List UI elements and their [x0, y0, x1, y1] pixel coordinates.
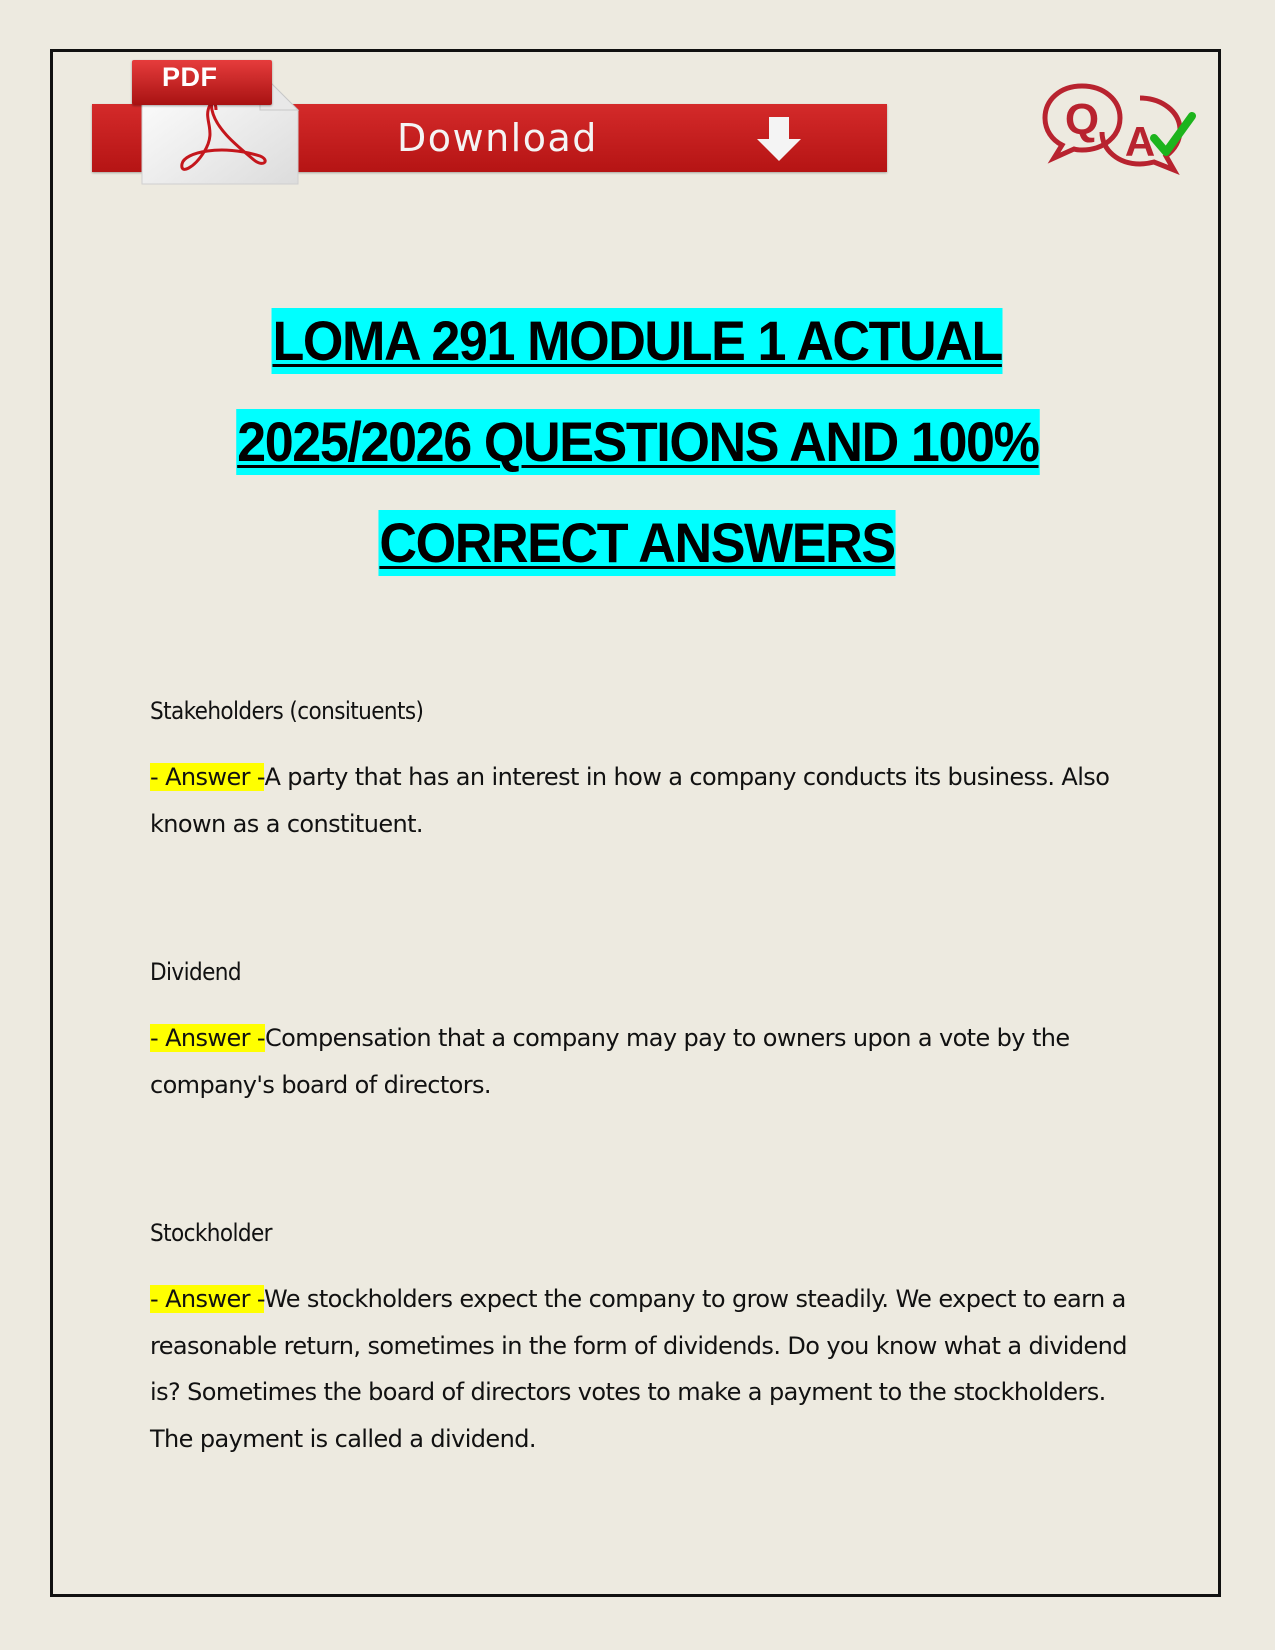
checkmark-icon [1154, 116, 1192, 152]
qa-item [150, 1210, 1140, 1462]
document-title [60, 308, 1215, 611]
a-letter: A [1124, 118, 1156, 165]
qa-item [150, 949, 1140, 1108]
answer-prefix-highlight: - Answer - [150, 1285, 265, 1313]
title-line-2: 2025/2026 QUESTIONS AND 100% [236, 410, 1039, 473]
q-letter: Q [1064, 95, 1100, 144]
qa-logo [1040, 78, 1210, 178]
pdf-tag [132, 60, 272, 105]
answer-body: A party that has an interest in how a company conducts its business. Also known as a constituent. [150, 763, 1110, 838]
qa-item [150, 688, 1140, 847]
answer-prefix-highlight: - Answer - [150, 763, 265, 791]
download-arrow-icon [754, 115, 804, 163]
pdf-file-icon [132, 60, 308, 185]
answer-body: We stockholders expect the company to grow steadily. We expect to earn a reasonable return, sometimes in the form of dividends. Do you know what a dividend is? Sometimes the board of directors votes to make a payment to the stockholders. The payment is called a dividend. [150, 1285, 1127, 1453]
qa-list [150, 688, 1140, 1462]
answer-text [150, 754, 1140, 847]
title-line-1: LOMA 291 MODULE 1 ACTUAL [272, 309, 1003, 372]
question-text: Dividend [150, 958, 242, 986]
answer-prefix-highlight: - Answer - [150, 1024, 265, 1052]
pdf-tag-label: PDF [162, 62, 218, 92]
answer-text [150, 1015, 1140, 1108]
pdf-download-banner[interactable] [92, 60, 887, 185]
question-text: Stakeholders (consituents) [150, 697, 424, 725]
answer-body: Compensation that a company may pay to owners upon a vote by the company's board of directors. [150, 1024, 1070, 1099]
answer-text [150, 1276, 1140, 1462]
question-text: Stockholder [150, 1219, 272, 1247]
title-line-3: CORRECT ANSWERS [379, 511, 896, 574]
download-label: Download [397, 116, 598, 160]
